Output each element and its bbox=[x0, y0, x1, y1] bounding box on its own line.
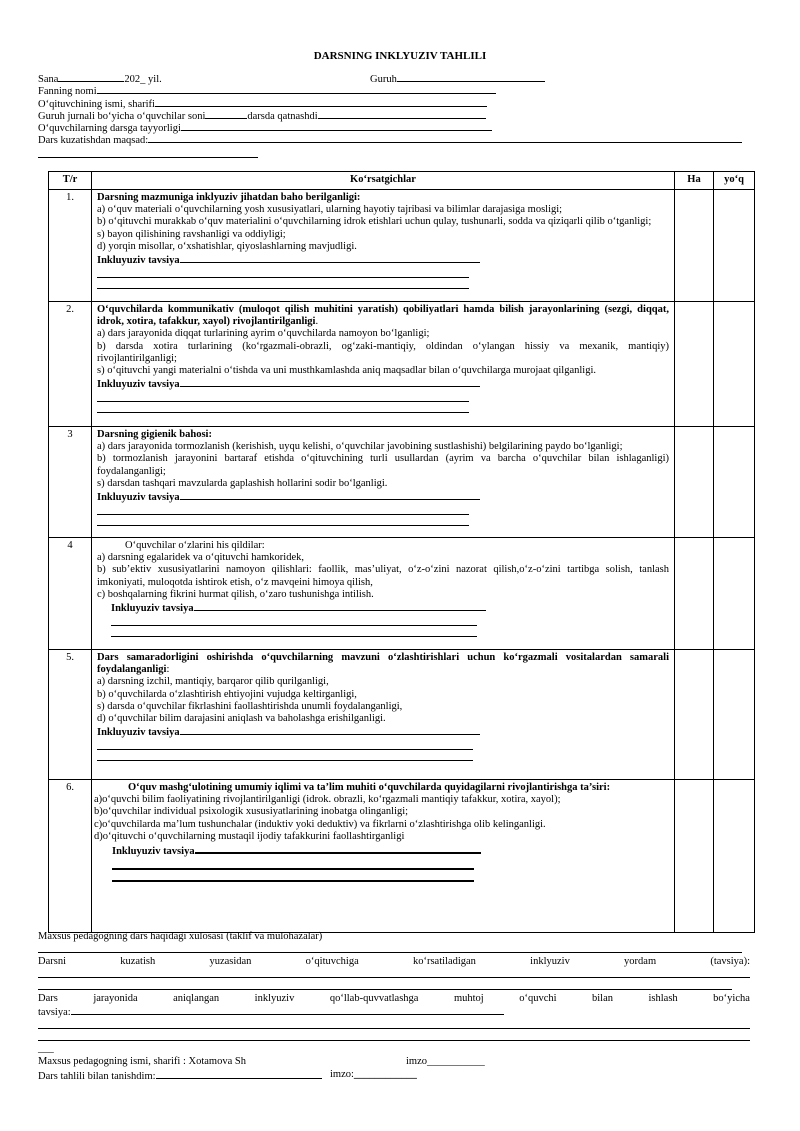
footer-word: o‘quvchi bbox=[519, 993, 557, 1004]
row-item: s) darsdan tashqari mavzularda gaplashish hollarini sodir bo‘lganligi. bbox=[97, 477, 388, 489]
ha-cell[interactable] bbox=[675, 538, 714, 650]
yoq-cell[interactable] bbox=[714, 780, 755, 933]
ha-cell[interactable] bbox=[675, 427, 714, 538]
tavsiya-footer-field[interactable] bbox=[71, 1005, 504, 1015]
tavsiya-field[interactable] bbox=[180, 253, 480, 263]
tavsiya-label: Inkluyuziv tavsiya bbox=[112, 846, 195, 858]
row-content bbox=[92, 538, 675, 650]
footer-word: muhtoj bbox=[453, 993, 484, 1004]
footer-word: Dars bbox=[38, 993, 58, 1004]
qatnashdi-label: darsda qatnashdi bbox=[247, 110, 318, 122]
row-item: s) o‘qituvchi yangi materialni o‘tishda va uni musthkamlashda aniq maqsadlar bilan o‘quvchilarga murojaat qilganligi. bbox=[97, 365, 597, 377]
table-row bbox=[49, 538, 755, 650]
tavsiya-blank-line[interactable] bbox=[111, 615, 477, 626]
sana-field[interactable] bbox=[58, 72, 124, 82]
yoq-cell[interactable] bbox=[714, 538, 755, 650]
tavsiya-blank-line[interactable] bbox=[97, 504, 469, 515]
row-number: 1. bbox=[49, 190, 92, 302]
fanning-nomi-field[interactable] bbox=[97, 84, 496, 94]
tavsiya-blank-line[interactable] bbox=[97, 278, 469, 289]
row-content bbox=[92, 302, 675, 427]
row-item: a) o‘quv materiali o‘quvchilarning yosh xususiyatlari, ularning hayotiy tajribasi va bilimlar darajasiga mosligi; bbox=[97, 204, 563, 216]
row-content bbox=[92, 190, 675, 302]
row-item: a) dars jarayonida diqqat turlarining ayrim o‘quvchilarda namoyon bo‘lganligi; bbox=[97, 328, 430, 340]
pedagog-row bbox=[38, 1056, 750, 1068]
row-item: d) o‘quvchilar bilim darajasini aniqlash va baholashga erishilganligi. bbox=[97, 713, 386, 725]
table-row bbox=[49, 302, 755, 427]
tavsiya-blank-line[interactable] bbox=[97, 402, 469, 413]
row-heading: O‘quvchilarda kommunikativ (muloqot qilish muhitini yaratish) qobiliyatlari hamda bilish jarayonlarining (sezgi, diqqat, idrok, xotira, tafakkur, xayol) rivojlantirilganligi bbox=[97, 304, 669, 328]
tavsiya-label: Inkluyuziv tavsiya bbox=[97, 255, 180, 267]
row-item: b) darsda xotira turlarining (ko‘rgazmali-obrazli, og‘zaki-mantiqiy, oldindan o‘ylangan hissiy va mexanik, mantiqiy) rivojlantirilganligi; bbox=[97, 340, 669, 364]
maqsad-field[interactable] bbox=[148, 133, 742, 143]
footer-word: inklyuziv bbox=[530, 956, 570, 967]
footer-word: qo‘llab-quvvatlashga bbox=[329, 993, 419, 1004]
ha-cell[interactable] bbox=[675, 780, 714, 933]
row-heading: Darsning gigienik bahosi: bbox=[97, 429, 212, 440]
footer-word: Darsni bbox=[38, 956, 66, 967]
footer-word: o‘qituvchiga bbox=[305, 956, 359, 967]
row-number: 2. bbox=[49, 302, 92, 427]
row-heading: Dars samaradorligini oshirishda o‘quvchilarning mavzuni o‘zlashtirishlari uchun ko‘rgazmali vositalardan samarali foydalanganligi bbox=[97, 652, 669, 676]
row-heading: O‘quv mashg‘ulotining umumiy iqlimi va ta’lim muhiti o‘quvchilarda quyidagilarni rivojlantirishga ta’siri: bbox=[128, 782, 611, 793]
col-tr-header: T/r bbox=[49, 172, 92, 190]
tavsiya-line bbox=[97, 490, 669, 504]
row-item: a)o‘quvchi bilim faoliyatining rivojlantirilganligi (idrok. obrazli, ko‘rgazmali mantiqiy tafakkur, xotira, xayol); bbox=[94, 794, 561, 806]
footer-word: jarayonida bbox=[93, 993, 138, 1004]
xulosa-line2 bbox=[38, 993, 750, 1005]
ha-cell[interactable] bbox=[675, 190, 714, 302]
tanishdim-field[interactable] bbox=[156, 1069, 322, 1079]
tavsiya-write-line[interactable] bbox=[38, 989, 732, 990]
row-item: b) o‘qituvchi murakkab o‘quv materialini o‘quvchilarning idrok etishlari uchun qulay, tushunarli, sodda va qiziqarli qilib o‘tganligi; bbox=[97, 216, 652, 228]
ha-cell[interactable] bbox=[675, 302, 714, 427]
tavsiya-label: Inkluyuziv tavsiya bbox=[97, 727, 180, 739]
row-number: 4 bbox=[49, 538, 92, 650]
ha-cell[interactable] bbox=[675, 650, 714, 780]
maqsad-label: Dars kuzatishdan maqsad: bbox=[38, 135, 149, 147]
yoq-cell[interactable] bbox=[714, 302, 755, 427]
row-content bbox=[92, 427, 675, 538]
maqsad-continuation-line bbox=[38, 157, 258, 158]
year-label: 202_ yil. bbox=[124, 74, 162, 85]
tavsiya-row bbox=[38, 1005, 750, 1019]
row-item: d) yorqin misollar, o‘xshatishlar, qiyoslashlarning mavjudligi. bbox=[97, 240, 357, 252]
analysis-table bbox=[48, 171, 755, 933]
imzo2-label: imzo: bbox=[330, 1069, 354, 1080]
yoq-cell[interactable] bbox=[714, 190, 755, 302]
row-item: b)o‘quvchilar individual psixologik xususiyatlarining inobatga olinganligi; bbox=[94, 806, 409, 818]
footer-word: kuzatish bbox=[120, 956, 156, 967]
row-item: b) o‘quvchilarda o‘zlashtirish ehtiyojini vujudga keltirganligi, bbox=[97, 688, 357, 700]
tavsiya-line bbox=[97, 725, 669, 739]
tavsiya-label: Inkluyuziv tavsiya bbox=[97, 492, 180, 504]
footer-word: yuzasidan bbox=[209, 956, 252, 967]
imzo-field[interactable]: ___________ bbox=[427, 1056, 485, 1067]
row-item: s) darsda o‘quvchilar fikrlashini faollashtirishda unumli foydalanganligi, bbox=[97, 700, 403, 712]
footer-word: bo‘yicha bbox=[713, 993, 750, 1004]
tavsiya-field[interactable] bbox=[180, 725, 480, 735]
row-item: s) bayon qilishining ravshanligi va oddiyligi; bbox=[97, 228, 286, 240]
tavsiya-blank-line[interactable] bbox=[97, 739, 473, 750]
table-row bbox=[49, 190, 755, 302]
row-item: a) darsning izchil, mantiqiy, barqaror qilib qurilganligi, bbox=[97, 676, 329, 688]
fanning-nomi-row bbox=[38, 84, 753, 96]
oqituvchi-label: O‘qituvchining ismi, sharifi bbox=[38, 98, 155, 110]
table-row bbox=[49, 780, 755, 933]
footer-word: bilan bbox=[592, 993, 614, 1004]
guruh-label: Guruh bbox=[370, 74, 397, 85]
tavsiya-line bbox=[97, 377, 669, 391]
yoq-cell[interactable] bbox=[714, 427, 755, 538]
col-yoq-header: yo‘q bbox=[714, 172, 755, 190]
col-korsatgich-header: Ko‘rsatgichlar bbox=[92, 172, 675, 190]
dash-text: ___ bbox=[38, 1043, 54, 1054]
tavsiya-write-line[interactable] bbox=[38, 1028, 750, 1029]
xulosa-heading: Maxsus pedagogning dars haqidagi xulosasi (taklif va mulohazalar) bbox=[38, 931, 323, 942]
imzo2-field[interactable]: ____________ bbox=[353, 1069, 417, 1080]
tavsiya-field[interactable] bbox=[194, 601, 486, 611]
footer-word: ishlash bbox=[648, 993, 678, 1004]
maqsad-row bbox=[38, 133, 753, 145]
row-number: 3 bbox=[49, 427, 92, 538]
row-number: 6. bbox=[49, 780, 92, 933]
row-heading-end: . bbox=[315, 316, 319, 328]
tavsiya-blank-line[interactable] bbox=[97, 750, 473, 761]
tavsiya-blank-line[interactable] bbox=[97, 515, 469, 526]
document-title: DARSNING INKLYUZIV TAHLILI bbox=[313, 50, 487, 62]
qatnashdi-field[interactable] bbox=[318, 109, 486, 119]
footer-word: (tavsiya): bbox=[710, 956, 750, 967]
row-item: b) tormozlanish jarayonini bartaraf etishda o‘qituvchining turli usullardan (ayrim va barcha o‘quvchilar bilan ishlaganligi) foydalanganligi; bbox=[97, 453, 669, 477]
row-item: a) darsning egalaridek va o‘qituvchi hamkoridek, bbox=[97, 552, 305, 564]
imzo-label: imzo bbox=[406, 1056, 427, 1067]
table-row bbox=[49, 650, 755, 780]
row-item: a) dars jarayonida tormozlanish (kerishish, uyqu kelishi, o‘quvchilar javobining sustlashishi) belgilarining paydo bo‘lganligi; bbox=[97, 441, 623, 453]
tavsiya-write-line[interactable] bbox=[38, 977, 750, 978]
tavsiya-label: Inkluyuziv tavsiya bbox=[97, 379, 180, 391]
row-item: d)o‘qituvchi o‘quvchilarning mustaqil ijodiy tafakkurini faollashtirganligi bbox=[94, 830, 405, 842]
guruh-field[interactable] bbox=[397, 72, 545, 82]
footer-word: ko‘rsatiladigan bbox=[412, 956, 476, 967]
tanishdim-row bbox=[38, 1069, 750, 1083]
row-heading-end: : bbox=[166, 664, 170, 676]
jurnal-soni-field[interactable] bbox=[205, 109, 247, 119]
row-item: c)o‘quvchilarda ma’lum tushunchalar (induktiv yoki deduktiv) va fikrlarni o‘zlashtirishga olib kelinganligi. bbox=[94, 818, 546, 830]
sana-label: Sana bbox=[38, 74, 59, 85]
tavsiya-blank-line[interactable] bbox=[112, 870, 474, 882]
jurnal-row bbox=[38, 109, 753, 121]
row-item: b) sub’ektiv xususiyatlarini namoyon qilishlari: faollik, mas’uliyat, o‘z-o‘zini nazorat qilish,o‘z-o‘zini tartibga solish, tanlash imkoniyati, muloqotda ishtirok etish, o‘z mavqeini himoya qilish, bbox=[97, 564, 669, 588]
tavsiya-field[interactable] bbox=[180, 490, 480, 500]
xulosa-line[interactable] bbox=[38, 952, 742, 953]
sana-row bbox=[38, 72, 753, 84]
footer-word: yordam bbox=[624, 956, 657, 967]
footer-word: inklyuziv bbox=[254, 993, 295, 1004]
footer-word: aniqlangan bbox=[173, 993, 220, 1004]
jurnal-label: Guruh jurnali bo‘yicha o‘quvchilar soni bbox=[38, 110, 206, 122]
tavsiya-field[interactable] bbox=[180, 377, 480, 387]
tayyorligi-label: O‘quvchilarning darsga tayyorligi bbox=[38, 123, 181, 135]
oqituvchi-field[interactable] bbox=[155, 97, 487, 107]
tavsiya-line bbox=[97, 253, 669, 267]
tayyorligi-field[interactable] bbox=[181, 121, 492, 131]
xulosa-line1 bbox=[38, 956, 750, 968]
row-heading: Darsning mazmuniga inklyuziv jihatdan baho berilganligi: bbox=[97, 192, 361, 203]
row-heading: O‘quvchilar o‘zlarini his qildilar: bbox=[125, 540, 265, 551]
pedagog-label: Maxsus pedagogning ismi, sharifi : Xotamova Sh bbox=[38, 1056, 246, 1067]
tavsiya-field[interactable] bbox=[195, 843, 481, 854]
row-content bbox=[92, 650, 675, 780]
table-header-row bbox=[49, 172, 755, 190]
row-content bbox=[92, 780, 675, 933]
tayyorligi-row bbox=[38, 121, 753, 133]
oqituvchi-row bbox=[38, 97, 753, 109]
fanning-nomi-label: Fanning nomi bbox=[38, 86, 97, 98]
tavsiya-blank-line[interactable] bbox=[97, 391, 469, 402]
row-item: c) boshqalarning fikrini hurmat qilish, o‘zaro tushunishga intilish. bbox=[97, 588, 374, 600]
tavsiya-blank-line[interactable] bbox=[97, 267, 469, 278]
tavsiya-footer-label: tavsiya: bbox=[38, 1007, 71, 1018]
header-block bbox=[38, 72, 753, 146]
tavsiya-line bbox=[94, 843, 669, 858]
tanishdim-label: Dars tahlili bilan tanishdim: bbox=[38, 1071, 156, 1082]
tavsiya-line bbox=[97, 601, 669, 615]
tavsiya-label: Inkluyuziv tavsiya bbox=[111, 603, 194, 615]
tavsiya-blank-line[interactable] bbox=[111, 626, 477, 637]
tavsiya-blank-line[interactable] bbox=[112, 858, 474, 870]
col-ha-header: Ha bbox=[675, 172, 714, 190]
table-row bbox=[49, 427, 755, 538]
yoq-cell[interactable] bbox=[714, 650, 755, 780]
tavsiya-write-line[interactable] bbox=[38, 1040, 750, 1041]
row-number: 5. bbox=[49, 650, 92, 780]
